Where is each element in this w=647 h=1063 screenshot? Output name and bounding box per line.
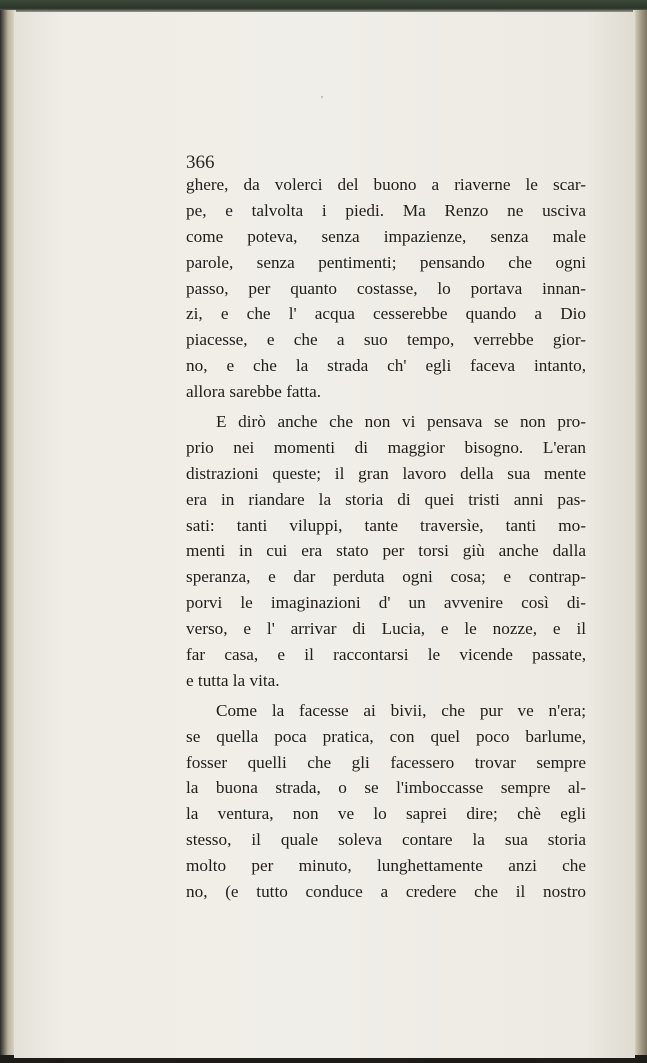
text-line: allora sarebbe fatta. xyxy=(186,382,322,402)
text-line: prio nei momenti di maggior bisogno. L'eran xyxy=(186,437,586,457)
text-line: zi, e che l' acqua cesserebbe quando a Dio xyxy=(186,304,586,324)
text-line: parole, senza pentimenti; pensando che ogni xyxy=(186,252,586,272)
text-line: distrazioni queste; il gran lavoro della sua mente xyxy=(186,463,586,483)
text-line: porvi le imaginazioni d' un avvenire così di- xyxy=(186,593,586,613)
text-line: pe, e talvolta i piedi. Ma Renzo ne usciva xyxy=(186,200,586,220)
text-line: molto per minuto, lunghettamente anzi che xyxy=(186,856,586,876)
text-line: far casa, e il raccontarsi le vicende passate, xyxy=(186,645,586,665)
text-line: come poteva, senza impazienze, senza male xyxy=(186,226,586,246)
text-line: la ventura, non ve lo saprei dire; chè egli xyxy=(186,804,586,824)
text-line: era in riandare la storia di quei tristi anni pas- xyxy=(186,489,586,509)
text-line: la buona strada, o se l'imboccasse sempre al- xyxy=(186,778,586,798)
text-line: stesso, il quale soleva contare la sua storia xyxy=(186,830,586,850)
text-line: verso, e l' arrivar di Lucia, e le nozze, e il xyxy=(186,619,586,639)
text-line: no, e che la strada ch' egli faceva intanto, xyxy=(186,356,586,376)
text-line: ghere, da volerci del buono a riaverne le scar- xyxy=(186,175,586,194)
text-line: passo, per quanto costasse, lo portava innan- xyxy=(186,278,586,298)
paragraph-first-line: E dirò anche che non vi pensava se non pro- xyxy=(216,412,586,432)
text-line: sati: tanti viluppi, tante traversìe, tanti mo- xyxy=(186,515,586,535)
printer-tick-mark: ' xyxy=(321,94,323,106)
text-line: speranza, e dar perduta ogni cosa; e contrap- xyxy=(186,567,586,587)
text-line: no, (e tutto conduce a credere che il nostro xyxy=(186,882,586,902)
text-line: se quella poca pratica, con quel poco barlume, xyxy=(186,726,586,746)
paragraph-first-line: Come la facesse ai bivii, che pur ve n'era; xyxy=(216,700,586,720)
page-number: 366 xyxy=(186,152,215,173)
text-line: piacesse, e che a suo tempo, verrebbe gior- xyxy=(186,330,586,350)
text-line: fosser quelli che gli facessero trovar sempre xyxy=(186,752,586,772)
text-line: menti in cui era stato per torsi giù anche dalla xyxy=(186,541,586,561)
text-line: e tutta la vita. xyxy=(186,670,280,690)
body-text xyxy=(186,172,586,905)
book-fore-edge xyxy=(633,10,647,1063)
